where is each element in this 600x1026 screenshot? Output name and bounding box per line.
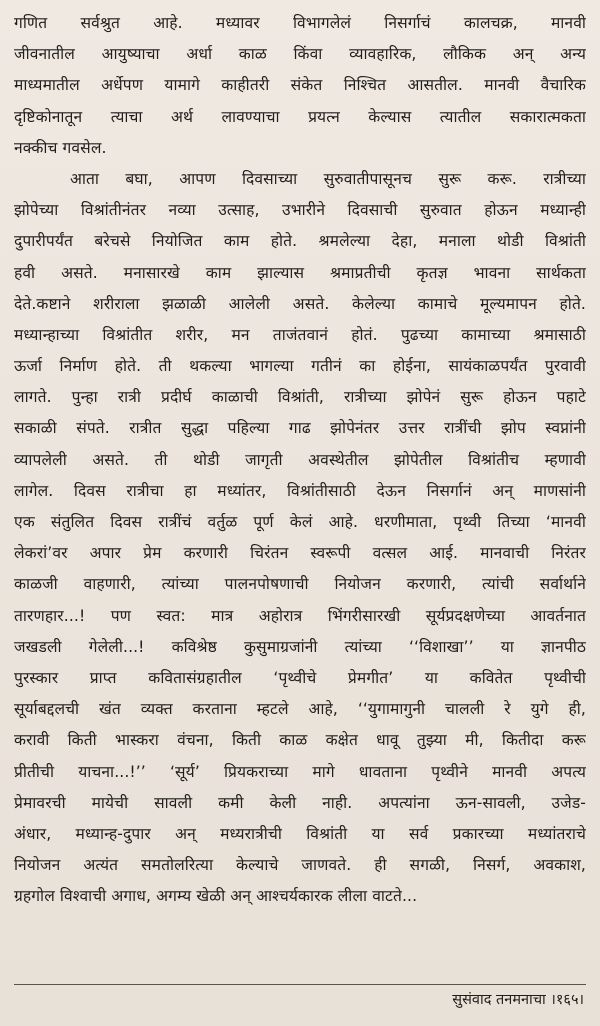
- text-line: मध्यान्हाच्या विश्रांतीत शरीर, मन ताजंतवानं होतं. पुढच्या कामाच्या श्रमासाठी: [14, 325, 586, 344]
- page-footer: सुसंवाद तनमनाचा ।१६५।: [452, 992, 584, 1008]
- text-line: प्रेमावरची मायेची सावली कमी केली नाही. अपत्यांना ऊन-सावली, उजेड-: [14, 793, 586, 812]
- text-line: पुरस्कार प्राप्त कवितासंग्रहातील ‘पृथ्वीचे प्रेमगीत’ या कवितेत पृथ्वीची: [14, 668, 586, 687]
- text-line: गणित सर्वश्रुत आहे. मध्यावर विभागलेलं निसर्गाचं कालचक्र, मानवी: [14, 14, 586, 32]
- text-line: झोपेच्या विश्रांतीनंतर नव्या उत्साह, उभारीने दिवसाची सुरुवात होऊन मध्यान्ही: [14, 201, 586, 220]
- text-line: काळजी वाहणारी, त्यांच्या पालनपोषणाची नियोजन करणारी, त्यांची सर्वार्थाने: [14, 575, 586, 594]
- page-body-text: [14, 8, 586, 912]
- text-line: सूर्याबद्दलची खंत व्यक्त करताना म्हटले आहे, ‘‘युगामागुनी चालली रे युगे ही,: [14, 700, 586, 719]
- text-line: दृष्टिकोनातून त्याचा अर्थ लावण्याचा प्रयत्न केल्यास त्यातील सकारात्मकता: [14, 107, 586, 126]
- text-line: लेकरां’वर अपार प्रेम करणारी चिरंतन स्वरूपी वत्सल आई. मानवाची निरंतर: [14, 544, 586, 563]
- text-line: सकाळी संपते. रात्रीत सुद्धा पहिल्या गाढ झोपेनंतर उत्तर रात्रींची झोप स्वप्नांनी: [14, 419, 586, 438]
- text-line: दुपारीपर्यंत बरेचसे नियोजित काम होते. श्रमलेल्या देहा, मनाला थोडी विश्रांती: [14, 232, 586, 251]
- text-line: करावी किती भास्करा वंचना, किती काळ कक्षेत धावू तुझ्या मी, कितीदा करू: [14, 731, 586, 750]
- text-line: तारणहार...! पण स्वत: मात्र अहोरात्र भिंगरीसारखी सूर्यप्रदक्षणेच्या आवर्तनात: [14, 606, 586, 625]
- text-line: नक्कीच गवसेल.: [14, 138, 107, 157]
- text-line: जखडली गेलेली...! कविश्रेष्ठ कुसुमाग्रजांनी त्यांच्या ‘‘विशाखा’’ या ज्ञानपीठ: [14, 637, 586, 656]
- paragraph: [14, 8, 586, 164]
- text-line: प्रीतीची याचना...!’’ ‘सूर्य’ प्रियकराच्या मागे धावताना पृथ्वीने मानवी अपत्य: [14, 762, 586, 781]
- text-line: ऊर्जा निर्माण होते. ती थकल्या भागल्या गतीनं का होईना, सायंकाळपर्यंत पुरवावी: [14, 357, 586, 376]
- text-line: अंधार, मध्यान्ह-दुपार अन् मध्यरात्रीची विश्रांती या सर्व प्रकारच्या मध्यांतराचे: [14, 824, 586, 843]
- text-line: नियोजन अत्यंत समतोलरित्या केल्याचे जाणवते. ही सगळी, निसर्ग, अवकाश,: [14, 856, 586, 875]
- footer-divider: [14, 984, 586, 985]
- text-line: लागेल. दिवस रात्रीचा हा मध्यांतर, विश्रांतीसाठी देऊन निसर्गानं अन् माणसांनी: [14, 481, 586, 500]
- text-line: हवी असते. मनासारखे काम झाल्यास श्रमाप्रतीची कृतज्ञ भावना सार्थकता: [14, 263, 586, 282]
- text-line: व्यापलेली असते. ती थोडी जागृती अवस्थेतील झोपेतील विश्रांतीच म्हणावी: [14, 450, 586, 469]
- text-line: ग्रहगोल विश्वाची अगाध, अगम्य खेळी अन् आश्चर्यकारक लीला वाटते...: [14, 887, 418, 906]
- text-line: जीवनातील आयुष्याचा अर्धा काळ किंवा व्यावहारिक, लौकिक अन् अन्य: [14, 45, 586, 64]
- text-line: माध्यमातील अर्धेपण यामागे काहीतरी संकेत निश्चित आसतील. मानवी वैचारिक: [14, 76, 586, 95]
- text-line: एक संतुलित दिवस रात्रींचं वर्तुळ पूर्ण केलं आहे. धरणीमाता, पृथ्वी तिच्या ‘मानवी: [14, 513, 586, 531]
- paragraph: [14, 164, 586, 913]
- text-line: लागते. पुन्हा रात्री प्रदीर्घ काळाची विश्रांती, रात्रीच्या झोपेनं सुरू होऊन पहाटे: [14, 388, 586, 407]
- text-line: आता बघा, आपण दिवसाच्या सुरुवातीपासूनच सुरू करू. रात्रीच्या: [70, 169, 586, 188]
- text-line: देते.कष्टाने शरीराला झळाळी आलेली असते. केलेल्या कामाचे मूल्यमापन होते.: [14, 294, 586, 313]
